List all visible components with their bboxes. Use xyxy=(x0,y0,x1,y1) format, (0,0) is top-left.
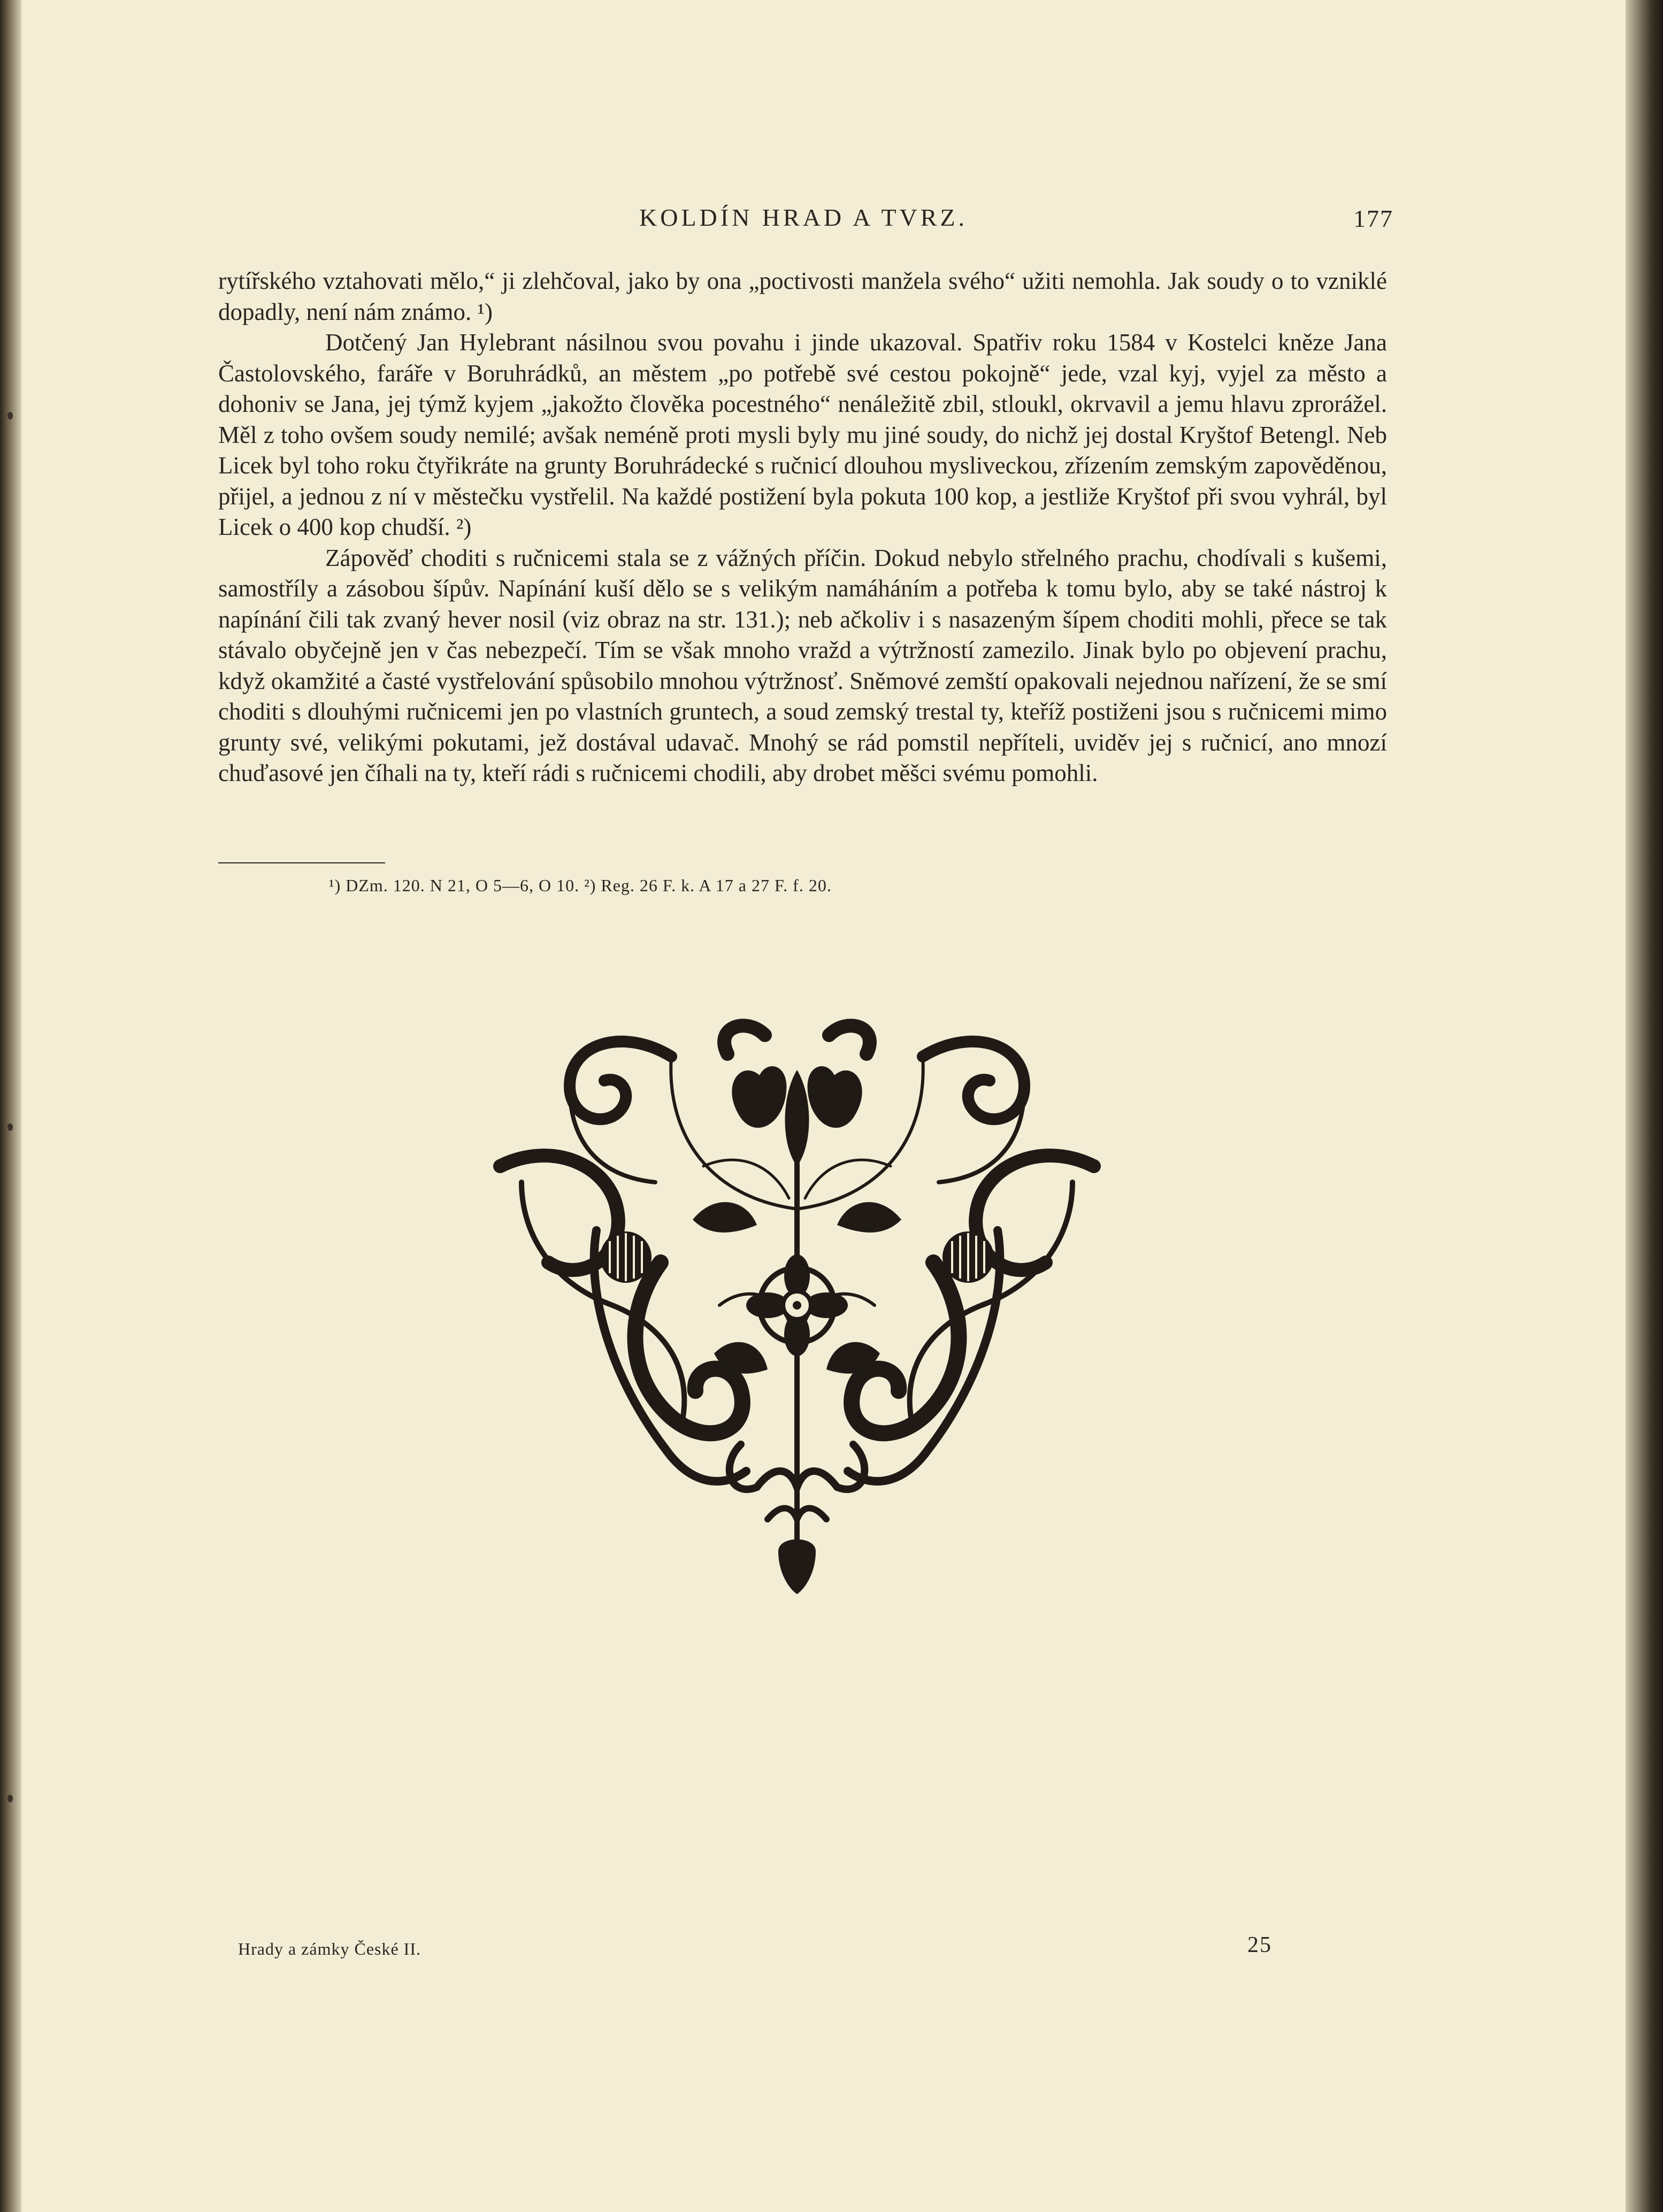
binding-mark xyxy=(7,412,13,419)
left-page-edge xyxy=(0,0,21,2212)
right-page-edge xyxy=(1626,0,1663,2212)
footnote-rule xyxy=(218,862,385,863)
signature-mark: 25 xyxy=(1247,1933,1272,1957)
body-text xyxy=(218,266,1387,789)
running-header: KOLDÍN HRAD A TVRZ. xyxy=(639,204,968,231)
binding-mark xyxy=(7,1123,13,1131)
footnotes: ¹) DZm. 120. N 21, O 5—6, O 10. ²) Reg. 26 F. k. A 17 a 27 F. f. 20. xyxy=(329,876,832,895)
book-title: Hrady a zámky České II. xyxy=(238,1939,421,1958)
paragraph-1: rytířského vztahovati mělo,“ ji zlehčoval, jako by ona „poctivosti manžela svého“ užiti nemohla. Jak soudy o to vzniklé dopadly, není nám známo. ¹) xyxy=(218,267,1387,325)
paragraph-3: Zápověď choditi s ručnicemi stala se z vážných příčin. Dokud nebylo střelného prachu, chodívali s kušemi, samostříly a zásobou šípův. Napínání kuší dělo se s velikým namáháním a potřeba k tomu bylo, aby se také nástroj k napínání čili tak zvaný hever nosil (viz obraz na str. 131.); neb ačkoliv i s nasazeným šípem choditi mohli, přece se tak stávalo obyčejně jen v čas nebezpečí. Tím se však mnoho vražd a výtržností zamezilo. Jinak bylo po objevení prachu, když okamžité a časté vystřelování spůsobilo mnohou výtržnosť. Sněmové zemští opakovali nejednou nařízení, že se smí choditi s dlouhými ručnicemi jen po vlastních gruntech, a soud zemský trestal ty, kteříž postiženi jsou s ručnicemi mimo grunty své, velikými pokutami, jež dostával udavač. Mnohý se rád pomstil nepříteli, uviděv jej s ručnicí, ano mnozí chuďasové jen číhali na ty, kteří rádi s ručnicemi chodili, aby drobet měšci svému pomohli. xyxy=(218,544,1387,786)
paragraph-2: Dotčený Jan Hylebrant násilnou svou povahu i jinde ukazoval. Spatřiv roku 1584 v Kostelci kněze Jana Častolovského, faráře v Boruhrádků, an městem „po potřebě své cestou pokojně“ jede, vzal kyj, vyjel za město a dohoniv se Jana, jej týmž kyjem „jakožto člověka pocestného“ nenáležitě zbil, stloukl, okrvavil a jemu hlavu zprorážel. Měl z toho ovšem soudy nemilé; avšak neméně proti mysli byly mu jiné soudy, do nichž jej dostal Kryštof Betengl. Neb Licek byl toho roku čtyřikráte na grunty Boruhrádecké s ručnicí dlouhou mysliveckou, zřízením zemským zapověděnou, přijel, a jednou z ní v městečku vystřelil. Na každé postižení byla pokuta 100 kop, a jestliže Kryštof při svou vyhrál, byl Licek o 400 kop chudší. ²) xyxy=(218,329,1387,540)
page-number: 177 xyxy=(1353,205,1393,232)
binding-mark xyxy=(7,1795,13,1802)
floral-vignette-icon xyxy=(489,1006,1105,1610)
